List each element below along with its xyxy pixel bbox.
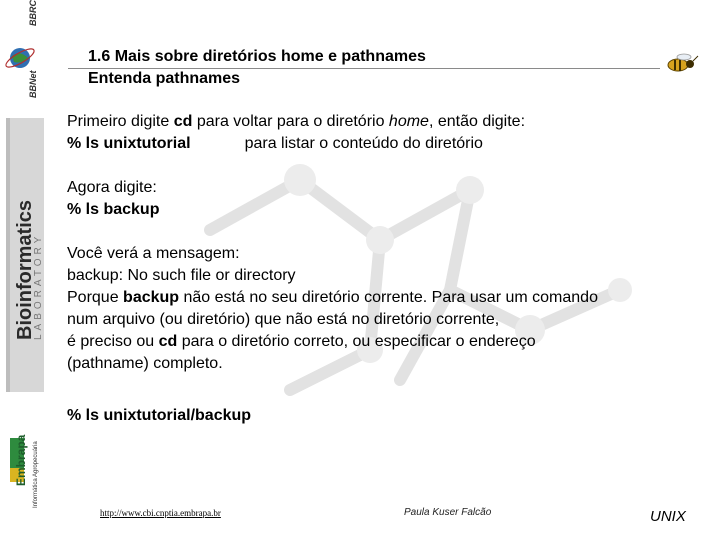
footer-link[interactable]: http://www.cbi.cnptia.embrapa.br bbox=[100, 508, 221, 518]
paragraph-2-line2 bbox=[67, 199, 707, 221]
sidebar-vertical-sub: LABORATORY bbox=[33, 232, 44, 340]
command-ls-unixtutorial-backup: % ls unixtutorial/backup bbox=[67, 407, 252, 424]
slide-title-line2: Entenda pathnames bbox=[88, 70, 241, 87]
text-span: , então digite: bbox=[428, 113, 526, 130]
text-span: para o diretório correto, ou especificar o endereço bbox=[177, 333, 536, 350]
command-cd: cd bbox=[173, 113, 193, 130]
paragraph-3-line5 bbox=[67, 331, 707, 353]
text-span: é preciso ou bbox=[67, 333, 159, 350]
title-divider bbox=[68, 68, 660, 69]
paragraph-3-line3 bbox=[67, 287, 707, 309]
footer-course-label: UNIX bbox=[650, 508, 686, 525]
text-span: não está no seu diretório corrente. Para usar um comando bbox=[179, 289, 598, 306]
paragraph-2-line1: Agora digite: bbox=[67, 179, 157, 196]
bee-icon bbox=[664, 52, 700, 74]
command-ls-unixtutorial: % ls unixtutorial bbox=[67, 135, 191, 152]
text-backup: backup bbox=[123, 289, 180, 306]
footer-author: Paula Kuser Falcão bbox=[404, 507, 492, 518]
text-span: Primeiro digite bbox=[67, 113, 174, 130]
paragraph-1-line1 bbox=[67, 111, 707, 133]
command-ls-backup: % ls backup bbox=[67, 201, 160, 218]
paragraph-1-line2 bbox=[67, 133, 707, 155]
sidebar bbox=[0, 0, 48, 540]
text-home: home bbox=[388, 113, 429, 130]
text-span: Porque bbox=[67, 289, 124, 306]
paragraph-3-line6: (pathname) completo. bbox=[67, 355, 223, 372]
bbrc-logo-label: BBRC bbox=[28, 0, 38, 26]
paragraph-3-line4: num arquivo (ou diretório) que não está no diretório corrente, bbox=[67, 311, 500, 328]
sidebar-vertical-title: Bioinformatics bbox=[14, 199, 36, 340]
paragraph-3-line2: backup: No such file or directory bbox=[67, 267, 296, 284]
paragraph-4 bbox=[67, 405, 707, 427]
text-span: para voltar para o diretório bbox=[192, 113, 389, 130]
bbnet-logo-label: BBNet bbox=[28, 70, 38, 98]
slide-content bbox=[67, 111, 707, 427]
command-cd: cd bbox=[158, 333, 178, 350]
text-span: para listar o conteúdo do diretório bbox=[244, 135, 483, 152]
slide-title-line1: 1.6 Mais sobre diretórios home e pathnames bbox=[88, 48, 426, 65]
embrapa-logo-label: Embrapa bbox=[14, 434, 28, 486]
embrapa-logo-sub: Informática Agropecuária bbox=[33, 441, 39, 508]
paragraph-3-line1: Você verá a mensagem: bbox=[67, 245, 240, 262]
